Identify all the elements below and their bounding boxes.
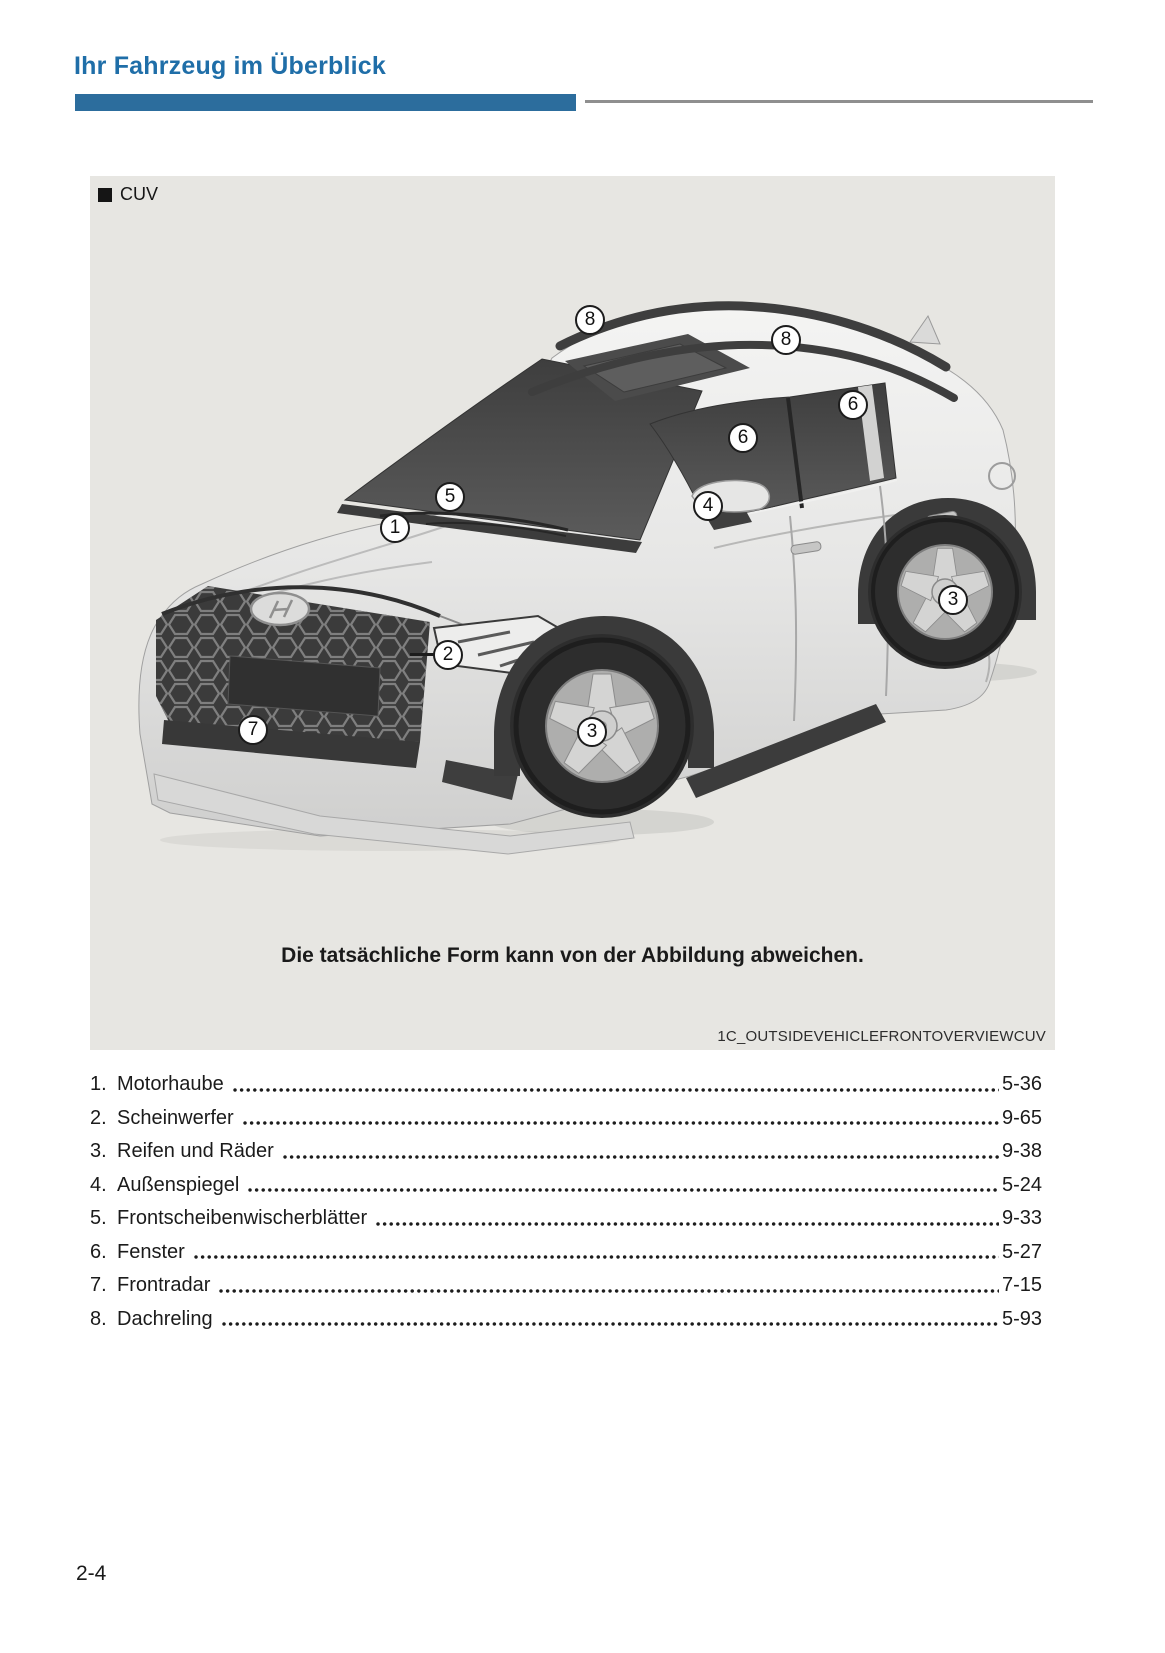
callout-1: 1 [380, 513, 410, 543]
figure-caption: Die tatsächliche Form kann von der Abbildung abweichen. [281, 944, 864, 967]
item-number: 7. [90, 1274, 107, 1297]
variant-row [98, 184, 158, 205]
callout-layer [90, 176, 1055, 1050]
parts-list-item [90, 1303, 1042, 1337]
figure-panel [90, 176, 1055, 1050]
item-page-ref: 5-36 [1001, 1073, 1042, 1096]
callout-6: 6 [838, 390, 868, 420]
dotted-leader [193, 1254, 999, 1260]
callout-8: 8 [575, 305, 605, 335]
callout-8: 8 [771, 325, 801, 355]
item-page-ref: 9-65 [1001, 1106, 1042, 1129]
item-label: Fenster [117, 1240, 185, 1263]
page-title: Ihr Fahrzeug im Überblick [74, 52, 387, 80]
item-label: Dachreling [117, 1307, 213, 1330]
figure-code: 1C_OUTSIDEVEHICLEFRONTOVERVIEWCUV [717, 1028, 1046, 1045]
dotted-leader [375, 1221, 999, 1227]
callout-5: 5 [435, 482, 465, 512]
parts-list [90, 1068, 1042, 1336]
dotted-leader [218, 1288, 999, 1294]
parts-list-item [90, 1068, 1042, 1102]
item-page-ref: 7-15 [1001, 1274, 1042, 1297]
parts-list-item [90, 1135, 1042, 1169]
header-accent-bar [75, 94, 576, 111]
item-number: 2. [90, 1106, 107, 1129]
callout-4: 4 [693, 491, 723, 521]
dotted-leader [242, 1120, 999, 1126]
callout-2: 2 [433, 640, 463, 670]
callout-7: 7 [238, 715, 268, 745]
variant-label: CUV [120, 184, 159, 204]
callout-leader-line [410, 653, 434, 656]
callout-6: 6 [728, 423, 758, 453]
item-label: Frontradar [117, 1274, 211, 1297]
item-number: 1. [90, 1073, 107, 1096]
callout-3: 3 [577, 717, 607, 747]
callout-3: 3 [938, 585, 968, 615]
item-page-ref: 5-24 [1001, 1173, 1042, 1196]
dotted-leader [282, 1154, 999, 1160]
header-rule-line [585, 100, 1093, 103]
item-number: 5. [90, 1207, 107, 1230]
dotted-leader [247, 1187, 999, 1193]
item-number: 6. [90, 1240, 107, 1263]
item-page-ref: 5-93 [1001, 1307, 1042, 1330]
variant-square-bullet-icon [98, 188, 112, 202]
item-label: Frontscheibenwischerblätter [117, 1207, 368, 1230]
parts-list-item [90, 1169, 1042, 1203]
item-number: 8. [90, 1307, 107, 1330]
item-page-ref: 5-27 [1001, 1240, 1042, 1263]
parts-list-item [90, 1102, 1042, 1136]
item-number: 3. [90, 1140, 107, 1163]
item-page-ref: 9-38 [1001, 1140, 1042, 1163]
parts-list-item [90, 1236, 1042, 1270]
item-number: 4. [90, 1173, 107, 1196]
parts-list-item [90, 1269, 1042, 1303]
item-label: Scheinwerfer [117, 1106, 234, 1129]
item-label: Außenspiegel [117, 1173, 240, 1196]
item-label: Motorhaube [117, 1073, 224, 1096]
footer-page-number: 2-4 [76, 1562, 107, 1585]
parts-list-item [90, 1202, 1042, 1236]
item-page-ref: 9-33 [1001, 1207, 1042, 1230]
dotted-leader [232, 1087, 999, 1093]
item-label: Reifen und Räder [117, 1140, 274, 1163]
dotted-leader [221, 1321, 999, 1327]
